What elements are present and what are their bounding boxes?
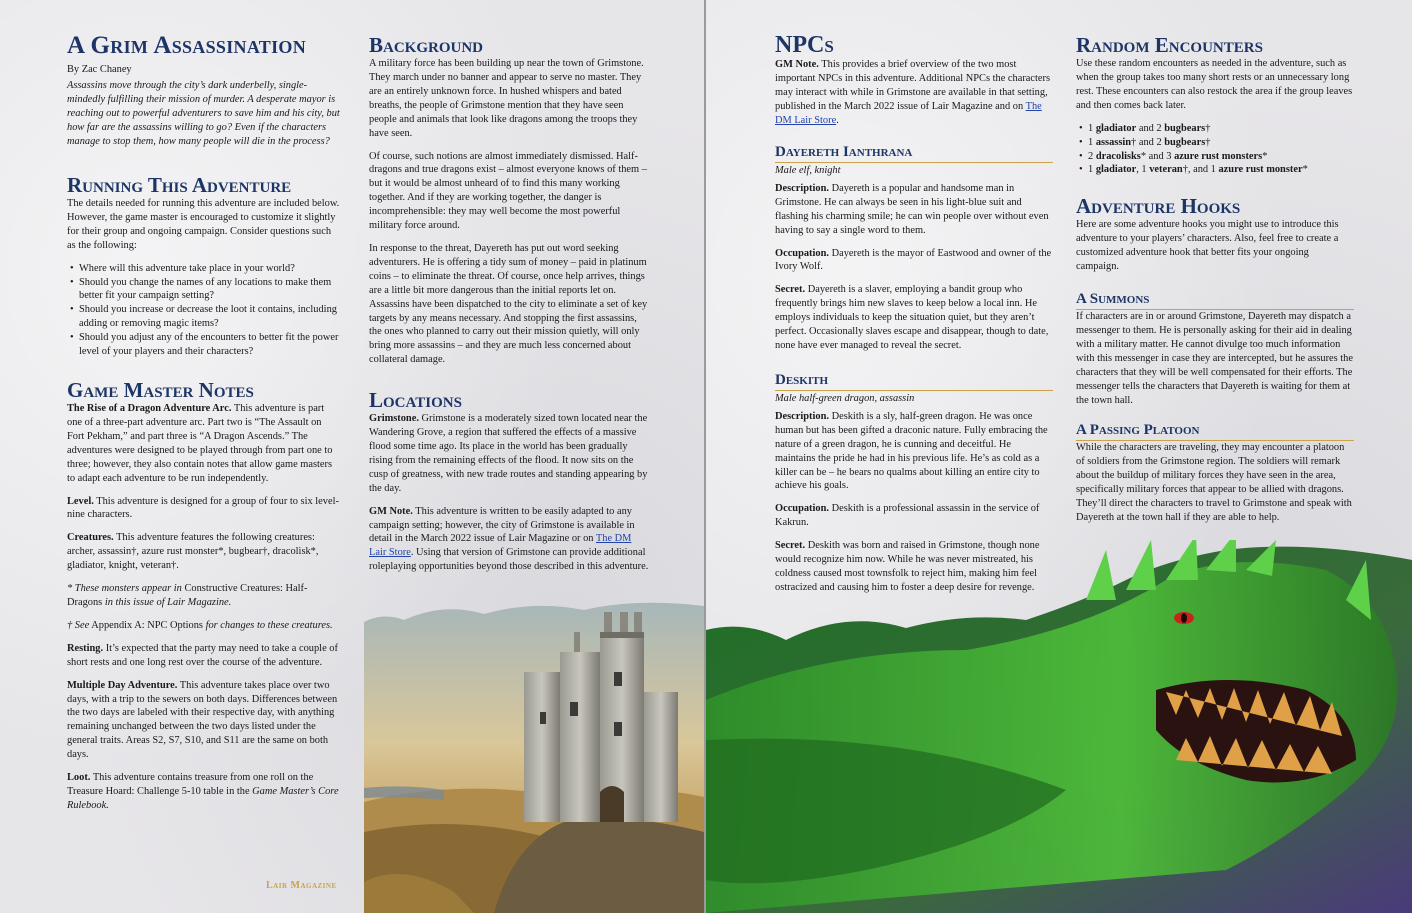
adventure-hooks-text: Here are some adventure hooks you might use to introduce this adventure to your players’ characters. Also, feel free to create a customized adventure hook that better fits your ongoing campaign. (1076, 219, 1339, 273)
adventure-hooks-heading: Adventure Hooks (1076, 194, 1241, 219)
level-paragraph: Level. This adventure is designed for a group of four to six level-nine characters. (67, 495, 339, 521)
list-item: • Should you increase or decrease the loot it contains, including adding or removing magic items? (79, 303, 340, 331)
locations-gm-note: GM Note. This adventure is written to be easily adapted to any campaign setting; however, the city of Grimstone is available in detail in the March 2022 issue of Lair Magazine or on The DM Lair Store. Using that version of Grimstone can provide additional roleplaying opportunities beyond those described in this adventure. (369, 505, 649, 573)
grimstone-paragraph: Grimstone. Grimstone is a moderately sized town located near the Wandering Grove, a region that suffered the effects of a massive flood some time ago. Its place in the world has been gradually rising from the remaining effects of the flood. It now sits on the cusp of greatness, with new trade routes and standing appearing by the day. (369, 413, 648, 494)
list-item: • 1 gladiator, 1 veteran†, and 1 azure rust monster* (1088, 163, 1354, 177)
deskith-occupation: Occupation. Deskith is a professional assassin in the service of Kakrun. (775, 503, 1040, 529)
random-encounters-heading: Random Encounters (1076, 33, 1263, 57)
background-p1: A military force has been building up near the town of Grimstone. They march under no banner and appear to serve no master. They are an entirely unknown force. In hushed whispers and bated breaths, the people of Grimstone mention that they have seen people and animals that look like dragons among the troops they have seen. (369, 58, 644, 139)
star-footnote: * These monsters appear in Constructive Creatures: Half-Dragons in this issue of Lair Magazine. (67, 583, 308, 608)
deskith-heading: Deskith (775, 371, 1053, 391)
dm-lair-store-link[interactable]: The DM Lair Store (369, 533, 632, 559)
background-p2: Of course, such notions are almost immediately dismissed. Half-dragons and true dragons exist – almost everyone knows of them – but it would be almost unheard of to find this many working together. And if they are working together, the danger is incomprehensible: they may well become the most powerful military force around. (369, 150, 647, 232)
running-heading: Running This Adventure (67, 172, 292, 197)
npcs-gm-note: GM Note. This provides a brief overview of the two most important NPCs in this adventure. Additional NPCs the characters may interact with while in Grimstone are available in that setting, published in the March 2022 issue of Lair Magazine and on The DM Lair Store. (775, 59, 1051, 127)
creatures-paragraph: Creatures. This adventure features the following creatures: archer, assassin†, azure rust monster*, bugbear†, dracolisk*, gladiator, knight, veteran†. (67, 532, 319, 572)
deskith-subtitle: Male half-green dragon, assassin (775, 392, 915, 404)
page-footer: Lair Magazine (266, 880, 337, 891)
byline: By Zac Chaney (67, 63, 132, 75)
dayereth-secret: Secret. Dayereth is a slaver, employing a bandit group who frequently brings him new slaves to keep below a local inn. He employs individuals to keep the situation quiet, but they aren’t perfect. Occasionally slaves escape and disappear, though to date, none have ever managed to reveal the secret. (775, 284, 1049, 351)
running-text: The details needed for running this adventure are included below. However, the game master is encouraged to customize it slightly for their group and ongoing campaign. Consider questions such as the following: (67, 198, 340, 251)
running-questions (67, 262, 340, 359)
random-encounters-text: Use these random encounters as needed in the adventure, such as when the group takes too many short rests or an unnecessary long rest. These encounters can also restock the area if the group leaves and then comes back later. (1076, 58, 1353, 111)
adventure-title: A Grim Assassination (67, 32, 307, 59)
intro-text: Assassins move through the city’s dark underbelly, single-mindedly fulfilling their mission of murder. A desperate mayor is reaching out to powerful adventurers to save him and his city, but how far are the assassins willing to go? Even if the characters manage to stop them, how many people will die in the process? (67, 80, 340, 148)
platoon-heading: A Passing Platoon (1076, 421, 1354, 441)
dayereth-heading: Dayereth Ianthrana (775, 143, 1053, 163)
encounter-list (1076, 122, 1354, 178)
left-column-1 (67, 32, 340, 813)
list-item: • 1 assassin† and 2 bugbears† (1088, 136, 1354, 150)
summons-text: If characters are in or around Grimstone, Dayereth may dispatch a messenger to them. He is personally asking for their aid in dealing with a military matter. He cannot divulge too much information with this messenger in case they are intercepted, but he assures the characters that they will be well compensated for their efforts. The messenger tells the characters that Dayereth is waiting for them at the town hall. (1076, 311, 1353, 406)
list-item: • Should you change the names of any locations to make them better fit your campaign setting? (79, 276, 340, 304)
platoon-text: While the characters are traveling, they may encounter a platoon of soldiers from the Grimstone region. The soldiers will remark about the buildup of military forces they have seen in the area, specifically military forces that appear to be allied with dragons. They’ll direct the characters to travel to Grimstone and speak with Dayereth at the town hall if they are able to help. (1076, 442, 1352, 523)
resting-paragraph: Resting. It’s expected that the party may need to take a couple of short rests and one long rest over the course of the adventure. (67, 642, 338, 668)
list-item: • 1 gladiator and 2 bugbears† (1088, 122, 1354, 136)
left-column-2 (369, 34, 649, 574)
locations-heading: Locations (369, 388, 462, 413)
list-item: • 2 dracolisks* and 3 azure rust monsters* (1088, 150, 1354, 164)
left-page (0, 0, 704, 913)
background-heading: Background (369, 33, 484, 57)
npcs-heading: NPCs (775, 32, 834, 58)
gm-notes-heading: Game Master Notes (67, 378, 254, 402)
dayereth-description: Description. Dayereth is a popular and handsome man in Grimstone. He can always be seen in his light-blue suit and flashing his charming smile; he can win people over without even having to say a single word to them. (775, 182, 1049, 236)
deskith-description: Description. Deskith is a sly, half-green dragon. He was once human but has been gifted a draconic nature. Fully embracing the nature of a green dragon, he is cunning and deceitful. He maintains the pride he had in his previous life. He’s as cold as a killer can be – he bears no qualms about killing an entire city to achieve his goals. (775, 410, 1048, 492)
dagger-footnote: † See Appendix A: NPC Options for changes to these creatures. (67, 619, 333, 631)
multi-day-paragraph: Multiple Day Adventure. This adventure takes place over two days, with a trip to the sewers on both days. Differences between the two days are labeled with their respective day, with anything remaining unchanged between the two days listed under the general traits. Areas S2, S7, S10, and S11 are the same on both days. (67, 679, 338, 761)
summons-heading: A Summons (1076, 290, 1354, 310)
dayereth-subtitle: Male elf, knight (775, 164, 841, 176)
right-page (706, 0, 1412, 913)
dragon-illustration (706, 540, 1412, 913)
list-item: • Should you adjust any of the encounters to better fit the power level of your players and their characters? (79, 331, 340, 359)
castle-illustration (364, 592, 704, 913)
right-column-2 (1076, 34, 1354, 525)
background-p3: In response to the threat, Dayereth has put out word seeking adventurers. He is offering a tidy sum of money – paid in platinum coins – to eliminate the threat. Of course, once help arrives, things are a little bit more dangerous than the initial reports let on. Assassins have been dispatched to the city to eliminate a set of key targets by any means necessary. And stopping the first assassins, the ones who planned to carry out their mission quietly, will only bring more assassins – and they are much less concerned about collateral damage. (369, 242, 648, 366)
right-column-1 (775, 32, 1053, 595)
dm-lair-store-link[interactable]: The DM Lair Store (775, 101, 1042, 127)
loot-paragraph: Loot. This adventure contains treasure from one roll on the Treasure Hoard: Challenge 5-10 table in the Game Master’s Core Rulebook. (67, 772, 339, 811)
arc-paragraph: The Rise of a Dragon Adventure Arc. This adventure is part one of a three-part adventure arc. Part two is “The Assault on Fort Pekham,” and part three is “A Dragon Ascends.” The adventures were designed to be played through from part one to three; however, they also contain notes that allow game masters to adapt each adventure to be run independently. (67, 403, 333, 484)
dayereth-occupation: Occupation. Dayereth is the mayor of Eastwood and owner of the Ivory Wolf. (775, 247, 1052, 273)
deskith-secret: Secret. Deskith was born and raised in Grimstone, though none would recognize him now. While he was never mistreated, his coldness caused most townsfolk to reject him, making him feel ostracized and causing him to foster a deep desire for revenge. (775, 540, 1040, 593)
list-item: • Where will this adventure take place in your world? (79, 262, 340, 276)
